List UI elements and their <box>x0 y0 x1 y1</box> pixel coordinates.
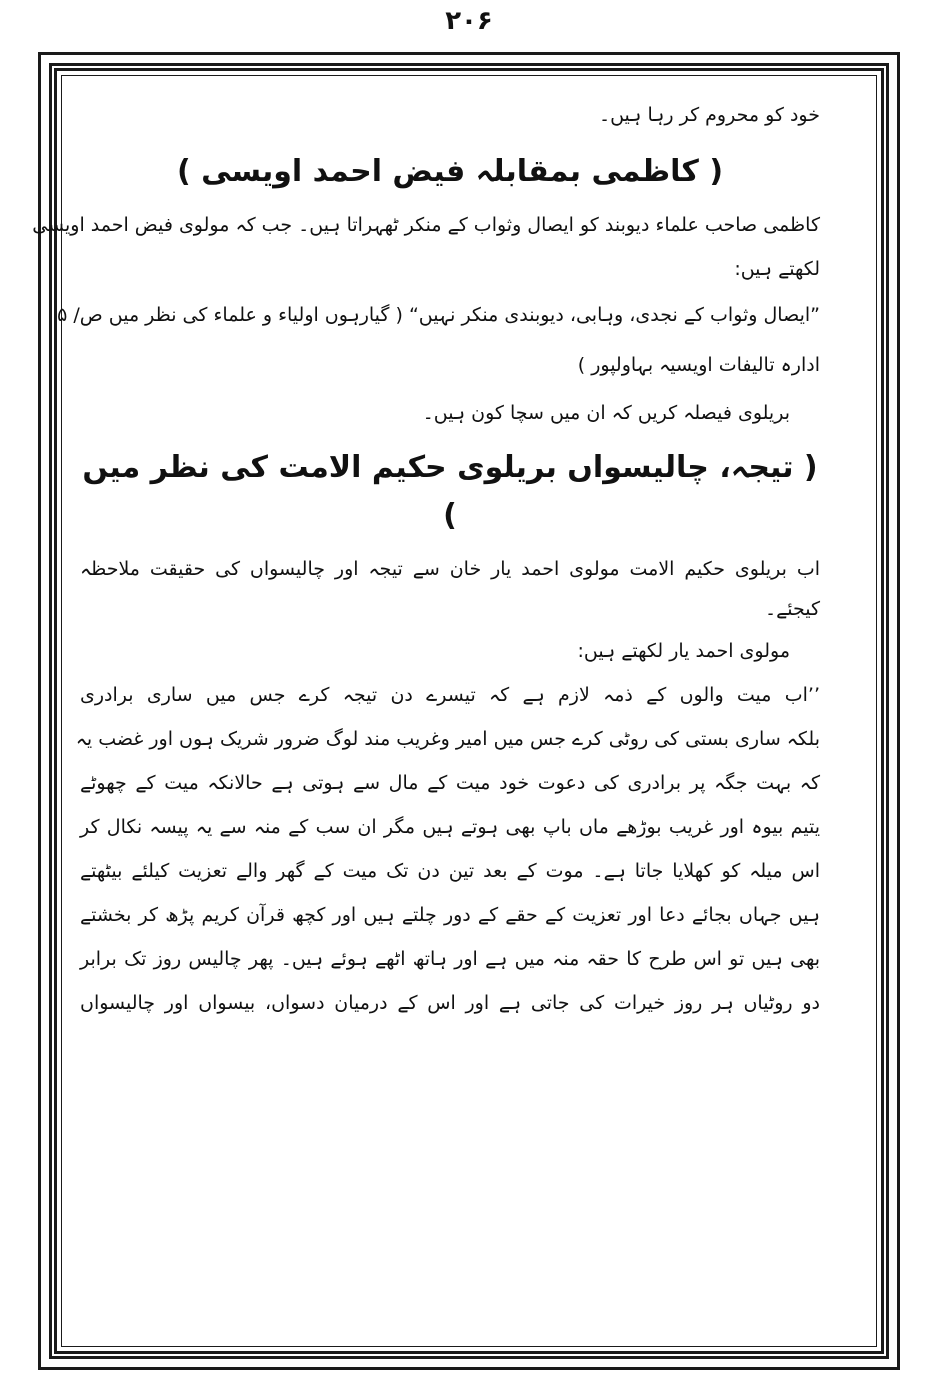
text-line: کیجئے۔ <box>764 598 820 620</box>
quote-line: کہ بہت جگہ پر برادری کی دعوت خود میت کے مال سے ہوتی ہے حالانکہ میت کے چھوٹے <box>80 772 820 794</box>
quote-line: ’’اب میت والوں کے ذمہ لازم ہے کہ تیسرے دن تیجہ کرے جس میں ساری برادری <box>80 684 820 706</box>
quote-source: ادارہ تالیفات اویسیہ بہاولپور ) <box>577 354 820 376</box>
section-heading: ( تیجہ، چالیسواں بریلوی حکیم الامت کی نظر میں ) <box>82 450 818 533</box>
quote-line: دو روٹیاں ہر روز خیرات کی جاتی ہے اور اس کے درمیان دسواں، بیسواں اور چالیسواں <box>80 992 820 1014</box>
page-number: ۲۰۶ <box>445 6 493 36</box>
quote-line: بلکہ ساری بستی کی روٹی کرے جس میں امیر وغریب مند لوگ ضرور شریک ہوں اور غضب یہ <box>75 728 820 750</box>
text-line: خود کو محروم کر رہا ہیں۔ <box>598 104 820 126</box>
text-line: بریلوی فیصلہ کریں کہ ان میں سچا کون ہیں۔ <box>422 402 790 424</box>
quote-line: ”ایصال وثواب کے نجدی، وہابی، دیوبندی منکر نہیں“ ( گیارہوں اولیاء و علماء کی نظر میں ص/ ۵ <box>57 304 820 326</box>
text-line: کاظمی صاحب علماء دیوبند کو ایصال وثواب کے منکر ٹھہراتا ہیں۔ جب کہ مولوی فیض احمد اویسی <box>32 214 820 236</box>
text-line: لکھتے ہیں: <box>734 258 820 280</box>
quote-line: اس میلہ کو کھلایا جاتا ہے۔ موت کے بعد تین دن تک میت کے گھر والے تعزیت کیلئے بیٹھتے <box>80 860 820 882</box>
section-heading: ( کاظمی بمقابلہ فیض احمد اویسی ) <box>176 154 724 189</box>
quote-line: ہیں جہاں بجائے دعا اور تعزیت کے حقے کے دور چلتے ہیں اور کچھ قرآن کریم پڑھ کر بخشتے <box>80 904 820 926</box>
text-line: اب بریلوی حکیم الامت مولوی احمد یار خان سے تیجہ اور چالیسواں کی حقیقت ملاحظہ <box>80 558 820 580</box>
quote-line: یتیم بیوہ اور غریب بوڑھے ماں باپ بھی ہوتے ہیں مگر ان سب کے منہ سے یہ پیسہ نکال کر <box>80 816 820 838</box>
quote-line: بھی ہیں تو اس طرح کا حقہ منہ میں ہے اور ہاتھ اٹھے ہوئے ہیں۔ پھر چالیس روز تک برابر <box>80 948 820 970</box>
text-line: مولوی احمد یار لکھتے ہیں: <box>577 640 790 662</box>
page-content <box>32 100 820 1018</box>
